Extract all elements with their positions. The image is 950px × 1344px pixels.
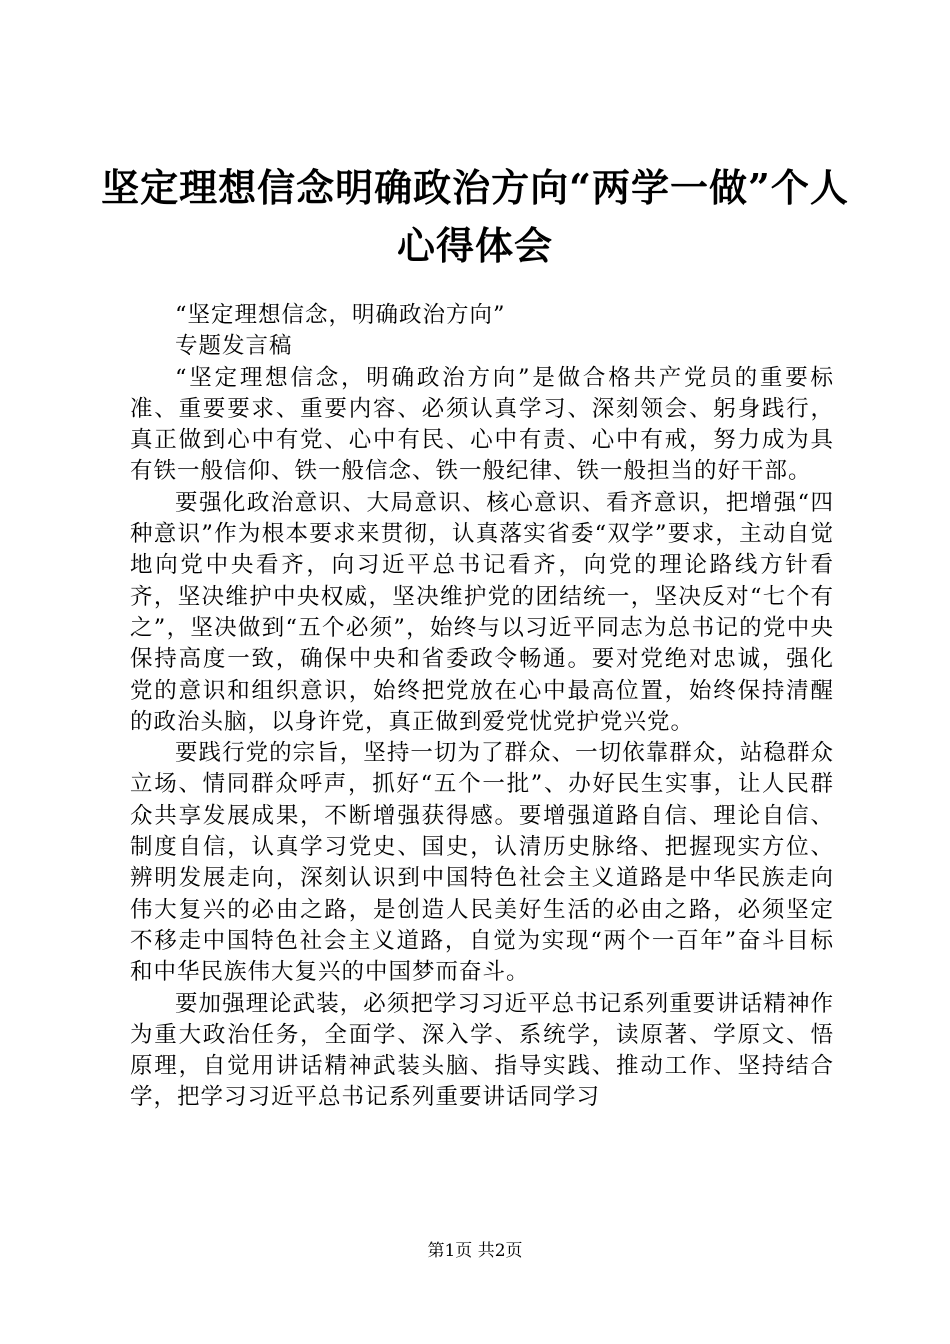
- body-paragraph: 要强化政治意识、大局意识、核心意识、看齐意识，把增强“四种意识”作为根本要求来贯彻，认真落实省委“双学”要求，主动自觉地向党中央看齐，向习近平总书记看齐，向党的理论路线方针看齐，坚决维护中央权威，坚决维护党的团结统一，坚决反对“七个有之”，坚决做到“五个必须”，始终与以习近平同志为总书记的党中央保持高度一致，确保中央和省委政令畅通。要对党绝对忠诚，强化党的意识和组织意识，始终把党放在心中最高位置，始终保持清醒的政治头脑，以身许党，真正做到爱党忧党护党兴党。: [130, 489, 834, 735]
- document-title-line-1: 坚定理想信念明确政治方向“两学一做”个人: [101, 165, 849, 210]
- body-paragraph: “坚定理想信念，明确政治方向”是做合格共产党员的重要标准、重要要求、重要内容、必须认真学习、深刻领会、躬身践行，真正做到心中有党、心中有民、心中有责、心中有戒，努力成为具有铁一般信仰、铁一般信念、铁一般纪律、铁一般担当的好干部。: [130, 364, 834, 485]
- body-paragraph: 要加强理论武装，必须把学习习近平总书记系列重要讲话精神作为重大政治任务，全面学、深入学、系统学，读原著、学原文、悟原理，自觉用讲话精神武装头脑、指导实践、推动工作、坚持结合学，把学习习近平总书记系列重要讲话同学习: [130, 990, 834, 1111]
- body-paragraph: 要践行党的宗旨，坚持一切为了群众、一切依靠群众，站稳群众立场、情同群众呼声，抓好“五个一批”、办好民生实事，让人民群众共享发展成果，不断增强获得感。要增强道路自信、理论自信、制度自信，认真学习党史、国史，认清历史脉络、把握现实方位、辨明发展走向，深刻认识到中国特色社会主义道路是中华民族走向伟大复兴的必由之路，是创造人民美好生活的必由之路，必须坚定不移走中国特色社会主义道路，自觉为实现“两个一百年”奋斗目标和中华民族伟大复兴的中国梦而奋斗。: [130, 740, 834, 986]
- page-footer: 第1页 共2页: [427, 1241, 523, 1261]
- subtitle-quote: “坚定理想信念，明确政治方向”: [175, 302, 506, 328]
- subtitle-speech: 专题发言稿: [175, 333, 293, 360]
- document-title-line-2: 心得体会: [396, 223, 553, 268]
- document-body: [130, 300, 834, 1114]
